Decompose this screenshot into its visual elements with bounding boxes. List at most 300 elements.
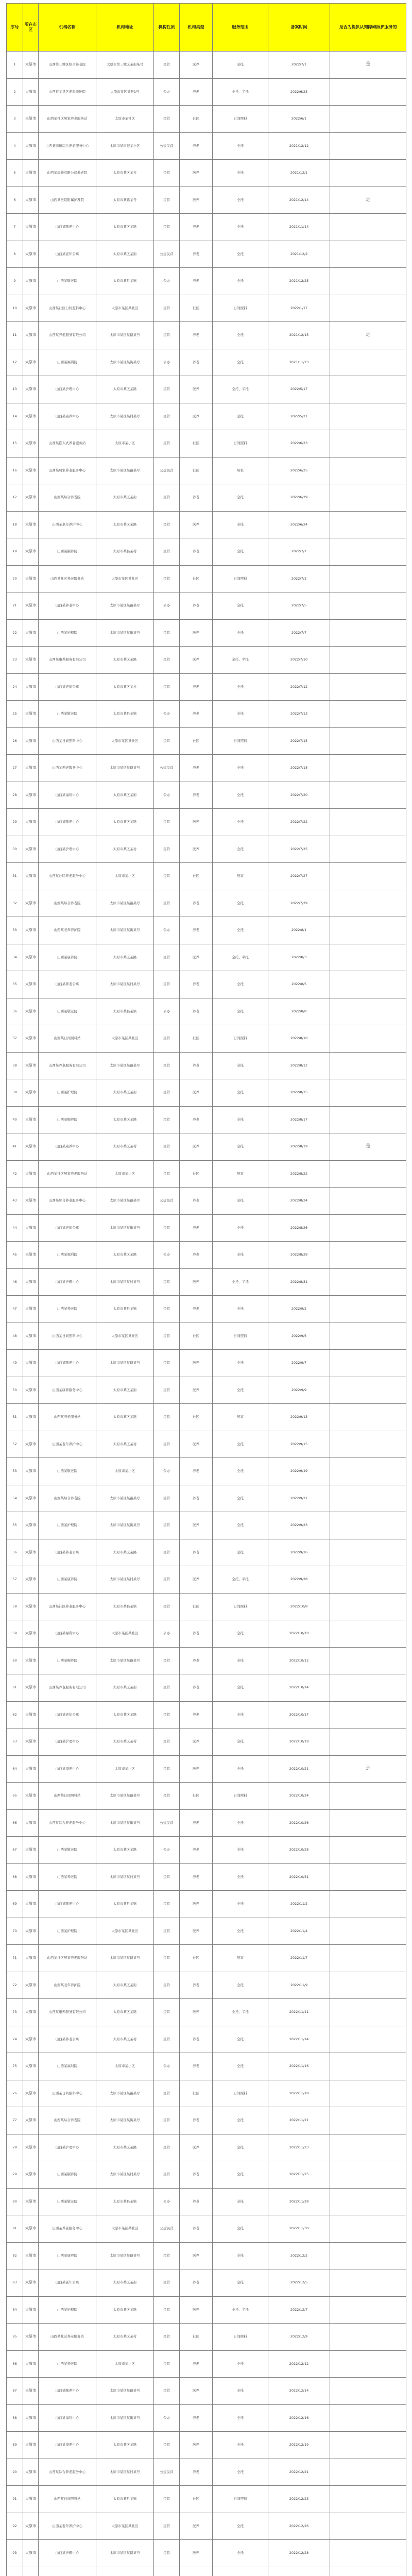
cell-scope: 全托: [213, 2459, 268, 2486]
cell-date: 2021/12/25: [268, 268, 330, 295]
cell-name: 山西某养老院: [39, 1296, 96, 1323]
cell-index: 7: [7, 214, 23, 241]
table-row: [7, 1918, 406, 1945]
cell-type: 养老: [180, 701, 213, 728]
cell-name: 山西某社区居家养老服务站: [39, 1160, 96, 1188]
cell-city: 太原市: [23, 1079, 39, 1107]
table-row: [7, 2432, 406, 2459]
cell-dementia: [330, 701, 406, 728]
cell-address: 太原市某小区: [96, 430, 154, 457]
cell-index: 26: [7, 727, 23, 755]
cell-scope: 全托: [213, 1458, 268, 1485]
cell-nature: 民营: [154, 1755, 180, 1783]
cell-type: 养老: [180, 2215, 213, 2243]
table-row: [7, 2026, 406, 2053]
cell-name: 山西某老年公寓: [39, 1701, 96, 1728]
cell-address: 太原市某区某村: [96, 1133, 154, 1161]
cell-name: 山西某康养服务有限公司: [39, 647, 96, 674]
cell-city: 太原市: [23, 1485, 39, 1512]
cell-city: 太原市: [23, 2215, 39, 2243]
cell-index: 86: [7, 2350, 23, 2378]
cell-city: 太原市: [23, 727, 39, 755]
cell-index: 45: [7, 1242, 23, 1269]
cell-dementia: [330, 484, 406, 512]
cell-address: 太原市某区某路某号: [96, 2080, 154, 2107]
cell-type: 养老: [180, 1106, 213, 1133]
cell-dementia: [330, 1188, 406, 1215]
cell-scope: 全托: [213, 1214, 268, 1242]
cell-city: 太原市: [23, 78, 39, 106]
table-row: [7, 295, 406, 322]
cell-city: 太原市: [23, 322, 39, 349]
cell-type: 医养: [180, 187, 213, 214]
cell-dementia: [330, 1268, 406, 1296]
cell-nature: 民营: [154, 1593, 180, 1620]
cell-name: 山西某养老服务中心: [39, 2215, 96, 2243]
cell-type: 养老: [180, 322, 213, 349]
cell-date: 2022/10/24: [268, 1783, 330, 1810]
cell-address: 太原市某区某路: [96, 1404, 154, 1431]
table-row: [7, 1539, 406, 1566]
cell-city: 太原市: [23, 2486, 39, 2513]
table-row: [7, 1350, 406, 1377]
table-row: [7, 2459, 406, 2486]
cell-nature: 民营: [154, 971, 180, 998]
cell-scope: 全托: [213, 403, 268, 430]
cell-dementia: [330, 2053, 406, 2080]
cell-date: 2022/9/13: [268, 1404, 330, 1431]
cell-city: 太原市: [23, 1620, 39, 1648]
cell-name: 山西某颐养中心: [39, 214, 96, 241]
cell-type: 养老: [180, 755, 213, 782]
cell-dementia: [330, 809, 406, 836]
cell-name: 山西某街道综合养老服务中心: [39, 132, 96, 160]
cell-address: 太原市某区某村某号: [96, 1863, 154, 1891]
table-row: [7, 1620, 406, 1648]
cell-nature: 公办: [154, 998, 180, 1025]
cell-dementia: 是: [330, 187, 406, 214]
cell-nature: 民营: [154, 619, 180, 647]
cell-city: 太原市: [23, 2404, 39, 2432]
cell-scope: 全托、半托: [213, 1999, 268, 2026]
cell-address: 太原市某区某街: [96, 2269, 154, 2297]
cell-type: 养老: [180, 1188, 213, 1215]
cell-address: 太原市某县某镇: [96, 1296, 154, 1323]
cell-dementia: [330, 1701, 406, 1728]
cell-index: 34: [7, 944, 23, 971]
cell-name: 山西某护理中心: [39, 836, 96, 863]
cell-dementia: [330, 755, 406, 782]
cell-nature: 民营: [154, 2324, 180, 2351]
cell-date: 2022/7/27: [268, 863, 330, 890]
cell-date: 2022/9/28: [268, 1566, 330, 1594]
cell-city: 太原市: [23, 457, 39, 484]
cell-nature: 民营: [154, 1323, 180, 1350]
cell-type: 社区: [180, 1404, 213, 1431]
cell-type: 养老: [180, 1242, 213, 1269]
cell-type: 医养: [180, 2513, 213, 2540]
cell-address: 太原市某区某村: [96, 1728, 154, 1756]
cell-city: 太原市: [23, 1268, 39, 1296]
cell-type: 医养: [180, 1133, 213, 1161]
cell-address: 太原市某小区: [96, 1160, 154, 1188]
cell-scope: 日间照料: [213, 727, 268, 755]
cell-city: 太原市: [23, 1323, 39, 1350]
cell-name: 山西某养老服务有限公司: [39, 1052, 96, 1079]
cell-date: 2022/11/14: [268, 2026, 330, 2053]
cell-address: 太原市某区某路某号: [96, 1350, 154, 1377]
cell-index: 68: [7, 1863, 23, 1891]
cell-name: 山西某日间照料站: [39, 1025, 96, 1053]
table-row: [7, 1133, 406, 1161]
cell-scope: 全托: [213, 1296, 268, 1323]
cell-type: 医养: [180, 2134, 213, 2161]
cell-scope: 全托: [213, 160, 268, 187]
table-row: [7, 214, 406, 241]
cell-date: 2021/12/2: [268, 241, 330, 268]
cell-address: 太原市某县某镇: [96, 2188, 154, 2215]
cell-nature: 民营: [154, 565, 180, 592]
cell-type: 养老: [180, 917, 213, 944]
cell-index: 57: [7, 1566, 23, 1594]
cell-scope: 全托: [213, 1620, 268, 1648]
cell-address: 太原市某区某社区: [96, 295, 154, 322]
cell-scope: 全托: [213, 484, 268, 512]
cell-city: 太原市: [23, 1783, 39, 1810]
cell-dementia: [330, 1106, 406, 1133]
cell-scope: 全托: [213, 1972, 268, 1999]
table-row: [7, 2242, 406, 2269]
cell-nature: 民营: [154, 1701, 180, 1728]
cell-scope: 日间照料: [213, 1593, 268, 1620]
cell-index: 65: [7, 1783, 23, 1810]
cell-city: 太原市: [23, 511, 39, 538]
cell-date: 2022/6/25: [268, 457, 330, 484]
table-row: [7, 2513, 406, 2540]
cell-name: 山西某护理院: [39, 619, 96, 647]
cell-address: 太原市某小区: [96, 863, 154, 890]
table-row: [7, 619, 406, 647]
cell-type: 养老: [180, 214, 213, 241]
cell-city: 太原市: [23, 1377, 39, 1404]
cell-type: 养老: [180, 2459, 213, 2486]
cell-address: 太原市某小区: [96, 2350, 154, 2378]
cell-date: 2022/9/26: [268, 1539, 330, 1566]
cell-city: 太原市: [23, 187, 39, 214]
cell-type: 社区: [180, 1323, 213, 1350]
table-row: [7, 673, 406, 701]
cell-scope: 全托: [213, 2107, 268, 2134]
cell-type: 医养: [180, 1891, 213, 1918]
cell-type: 医养: [180, 160, 213, 187]
cell-dementia: [330, 2026, 406, 2053]
cell-type: 养老: [180, 1214, 213, 1242]
cell-dementia: [330, 592, 406, 620]
cell-index: 9: [7, 268, 23, 295]
cell-name: 山西某养老院: [39, 2350, 96, 2378]
cell-name: 山西某福利院: [39, 349, 96, 376]
cell-index: 55: [7, 1512, 23, 1539]
cell-name: 山西某福利院: [39, 1242, 96, 1269]
cell-address: [96, 2567, 154, 2576]
cell-address: 太原市某路某号: [96, 187, 154, 214]
cell-nature: 民营: [154, 1350, 180, 1377]
cell-type: 养老: [180, 2269, 213, 2297]
cell-type: 社区: [180, 1783, 213, 1810]
cell-city: 太原市: [23, 1296, 39, 1323]
cell-address: 太原市某区某路某号: [96, 1052, 154, 1079]
cell-type: 医养: [180, 1512, 213, 1539]
cell-index: 38: [7, 1052, 23, 1079]
cell-nature: 民营: [154, 1106, 180, 1133]
cell-nature: 公建民营: [154, 1188, 180, 1215]
cell-index: 1: [7, 52, 23, 79]
cell-dementia: 是: [330, 1755, 406, 1783]
cell-scope: 全托: [213, 1647, 268, 1674]
cell-city: 太原市: [23, 2513, 39, 2540]
cell-nature: 民营: [154, 2269, 180, 2297]
cell-dementia: [330, 2296, 406, 2324]
cell-date: 2022/11/28: [268, 2188, 330, 2215]
cell-dementia: [330, 106, 406, 133]
cell-dementia: [330, 214, 406, 241]
cell-name: 山西某康养有限公司养老院: [39, 160, 96, 187]
cell-date: 2022/11/11: [268, 1999, 330, 2026]
cell-index: 32: [7, 890, 23, 917]
cell-dementia: [330, 1783, 406, 1810]
cell-index: 81: [7, 2215, 23, 2243]
cell-address: 太原市某区某村: [96, 160, 154, 187]
cell-dementia: [330, 1350, 406, 1377]
cell-date: 2022/11/18: [268, 2080, 330, 2107]
cell-address: 太原市某区某社区: [96, 1620, 154, 1648]
cell-nature: 民营: [154, 1214, 180, 1242]
cell-index: 27: [7, 755, 23, 782]
table-row: [7, 2404, 406, 2432]
cell-date: 2022/8/10: [268, 1025, 330, 1053]
cell-city: 太原市: [23, 998, 39, 1025]
cell-index: 29: [7, 809, 23, 836]
cell-index: 8: [7, 241, 23, 268]
cell-dementia: [330, 376, 406, 403]
cell-address: 太原市某区某路某号: [96, 1188, 154, 1215]
cell-name: 山西某日间照料中心: [39, 2080, 96, 2107]
cell-date: 2022/6/23: [268, 430, 330, 457]
cell-nature: 公办: [154, 782, 180, 809]
cell-date: 2022/10/31: [268, 1863, 330, 1891]
cell-dementia: [330, 2188, 406, 2215]
cell-scope: 居家: [213, 1945, 268, 1972]
cell-date: 2022/8/15: [268, 1079, 330, 1107]
cell-date: 2022/7/1: [268, 538, 330, 566]
cell-scope: 全托: [213, 1079, 268, 1107]
cell-nature: 民营: [154, 1268, 180, 1296]
cell-address: 太原市某区某路: [96, 944, 154, 971]
cell-index: 59: [7, 1620, 23, 1648]
table-row: [7, 2486, 406, 2513]
cell-nature: 民营: [154, 836, 180, 863]
cell-city: 太原市: [23, 1566, 39, 1594]
cell-date: 2022/7/22: [268, 809, 330, 836]
cell-address: 太原市某区某路: [96, 1539, 154, 1566]
table-row: [7, 1268, 406, 1296]
cell-name: 山西某养老服务中心: [39, 755, 96, 782]
cell-scope: 日间照料: [213, 2486, 268, 2513]
table-row: [7, 1458, 406, 1485]
cell-scope: 全托: [213, 538, 268, 566]
cell-name: 山西某敬老院: [39, 1837, 96, 1864]
cell-index: 23: [7, 647, 23, 674]
cell-dementia: [330, 565, 406, 592]
cell-dementia: [330, 2350, 406, 2378]
cell-nature: 民营: [154, 673, 180, 701]
cell-type: 社区: [180, 430, 213, 457]
cell-city: 太原市: [23, 268, 39, 295]
cell-dementia: [330, 1485, 406, 1512]
cell-date: 2022/10/8: [268, 1593, 330, 1620]
table-row: [7, 1891, 406, 1918]
cell-name: 山西某养老公寓: [39, 971, 96, 998]
cell-date: 2022/7/25: [268, 836, 330, 863]
table-row: [7, 187, 406, 214]
cell-index: 70: [7, 1918, 23, 1945]
table-row: [7, 349, 406, 376]
cell-dementia: [330, 1647, 406, 1674]
cell-index: 31: [7, 863, 23, 890]
cell-date: 2022/7/20: [268, 782, 330, 809]
cell-date: 2022/11/23: [268, 2134, 330, 2161]
cell-nature: 民营: [154, 2134, 180, 2161]
table-row: [7, 890, 406, 917]
cell-date: 2022/9/5: [268, 1323, 330, 1350]
cell-address: 太原市某区某街: [96, 1377, 154, 1404]
cell-city: 太原市: [23, 2080, 39, 2107]
cell-address: 太原市某区某街某号: [96, 917, 154, 944]
cell-scope: 全托: [213, 809, 268, 836]
cell-dementia: [330, 1674, 406, 1702]
cell-index: 30: [7, 836, 23, 863]
cell-date: 2022/9/15: [268, 1431, 330, 1458]
table-row: [7, 836, 406, 863]
cell-dementia: [330, 2107, 406, 2134]
cell-type: 养老: [180, 971, 213, 998]
cell-date: 2022/5/17: [268, 376, 330, 403]
cell-type: 医养: [180, 2378, 213, 2405]
cell-date: 2022/8/29: [268, 1242, 330, 1269]
cell-address: 太原市某区某街某号: [96, 1214, 154, 1242]
cell-type: 养老: [180, 1863, 213, 1891]
cell-date: 2022/10/17: [268, 1701, 330, 1728]
table-row: [7, 403, 406, 430]
cell-nature: 民营: [154, 2486, 180, 2513]
table-row: [7, 727, 406, 755]
cell-scope: 全托: [213, 2269, 268, 2297]
cell-nature: 公办: [154, 78, 180, 106]
cell-name: 山西某敬老院: [39, 998, 96, 1025]
cell-dementia: [330, 1377, 406, 1404]
table-row: [7, 809, 406, 836]
cell-dementia: [330, 890, 406, 917]
cell-name: 山西某敬老院: [39, 1458, 96, 1485]
cell-address: 太原市某街道某小区: [96, 132, 154, 160]
cell-nature: 公建民营: [154, 241, 180, 268]
cell-date: 2022/10/12: [268, 1647, 330, 1674]
cell-index: 72: [7, 1972, 23, 1999]
cell-nature: 民营: [154, 511, 180, 538]
cell-city: 太原市: [23, 2026, 39, 2053]
cell-nature: 民营: [154, 1079, 180, 1107]
cell-address: 太原市某区某街某号: [96, 1809, 154, 1837]
cell-date: 2022/9/19: [268, 1458, 330, 1485]
cell-nature: 公办: [154, 1837, 180, 1864]
cell-address: 太原市某区某街: [96, 782, 154, 809]
cell-dementia: [330, 2540, 406, 2567]
cell-date: 2022/7/12: [268, 673, 330, 701]
cell-city: 太原市: [23, 484, 39, 512]
cell-scope: 居家: [213, 457, 268, 484]
cell-index: 91: [7, 2486, 23, 2513]
cell-index: 17: [7, 484, 23, 512]
cell-date: 2022/11/30: [268, 2215, 330, 2243]
cell-date: 2022/7/3: [268, 565, 330, 592]
cell-address: 太原市某区某路: [96, 2296, 154, 2324]
cell-nature: 民营: [154, 1133, 180, 1161]
cell-city: 太原市: [23, 2378, 39, 2405]
cell-type: 养老: [180, 1837, 213, 1864]
cell-date: 2022/7/13: [268, 701, 330, 728]
cell-index: 64: [7, 1755, 23, 1783]
cell-city: 太原市: [23, 2459, 39, 2486]
cell-dementia: [330, 2432, 406, 2459]
cell-scope: 全托、半托: [213, 78, 268, 106]
cell-index: 75: [7, 2053, 23, 2080]
table-row: [7, 1809, 406, 1837]
cell-scope: 全托: [213, 782, 268, 809]
cell-city: 太原市: [23, 890, 39, 917]
cell-address: 太原市某区某社区: [96, 565, 154, 592]
cell-address: 太原市某区某路某号: [96, 592, 154, 620]
cell-scope: 全托: [213, 1918, 268, 1945]
table-row: [7, 106, 406, 133]
cell-type: 养老: [180, 2053, 213, 2080]
cell-date: 2022/6/24: [268, 511, 330, 538]
table-row: [7, 2567, 406, 2576]
cell-dementia: [330, 241, 406, 268]
cell-city: 太原市: [23, 160, 39, 187]
cell-city: 太原市: [23, 52, 39, 79]
cell-city: 太原市: [23, 782, 39, 809]
cell-index: 11: [7, 322, 23, 349]
cell-dementia: [330, 1728, 406, 1756]
table-row: [7, 755, 406, 782]
cell-nature: 民营: [154, 2161, 180, 2189]
cell-scope: 日间照料: [213, 2080, 268, 2107]
cell-nature: 民营: [154, 2080, 180, 2107]
cell-address: 太原市某区某路某号: [96, 457, 154, 484]
table-row: [7, 2350, 406, 2378]
cell-index: 4: [7, 132, 23, 160]
table-row: [7, 917, 406, 944]
cell-address: 太原市某区某路某号: [96, 755, 154, 782]
header-row: [7, 4, 406, 52]
cell-dementia: [330, 1025, 406, 1053]
cell-index: 84: [7, 2296, 23, 2324]
cell-name: [39, 2567, 96, 2576]
cell-dementia: [330, 1918, 406, 1945]
table-row: [7, 1593, 406, 1620]
cell-scope: 全托: [213, 2026, 268, 2053]
cell-scope: 全托: [213, 2161, 268, 2189]
